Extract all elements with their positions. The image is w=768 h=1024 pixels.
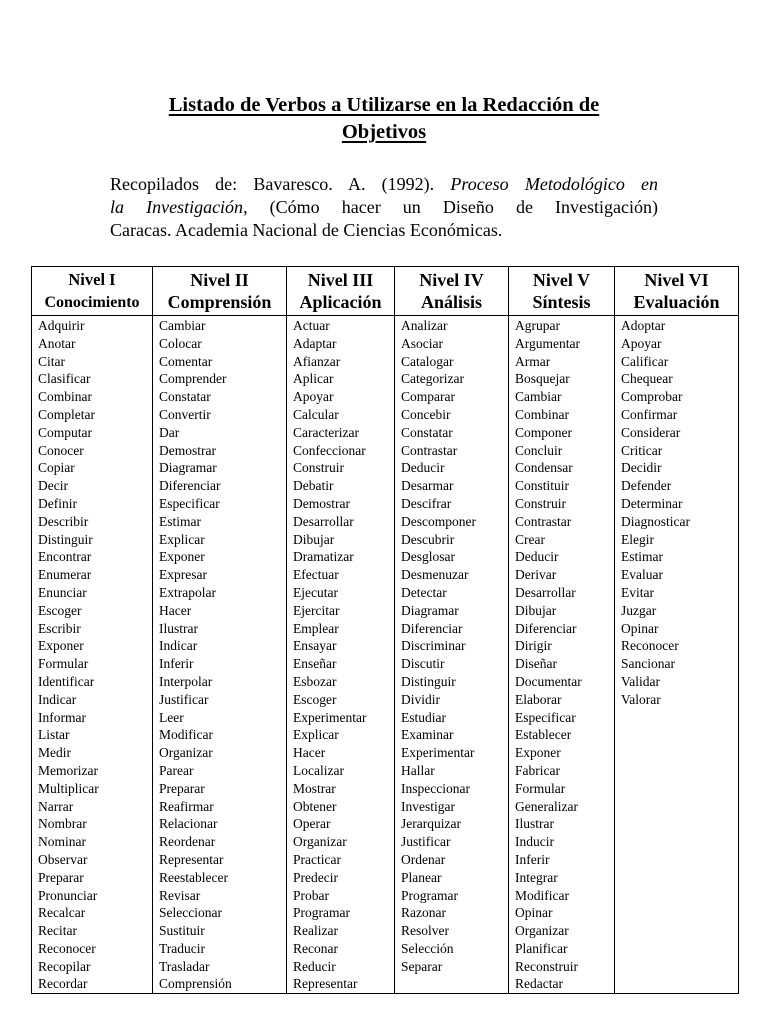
verb-item: Constituir <box>515 478 570 494</box>
title-line-2: Objetivos <box>341 121 427 143</box>
verb-item: Componer <box>515 424 572 440</box>
verb-item: Diagnosticar <box>621 513 690 529</box>
verb-item: Validar <box>621 673 660 689</box>
verb-item: Exponer <box>38 638 84 654</box>
verb-item: Derivar <box>515 567 557 583</box>
verb-item: Apoyar <box>621 335 662 351</box>
verb-item: Ejercitar <box>293 602 340 618</box>
verb-item: Explicar <box>159 531 205 547</box>
verb-item: Representar <box>293 976 358 992</box>
verb-item: Predecir <box>293 869 338 885</box>
verb-item: Redactar <box>515 976 563 992</box>
verb-item: Nombrar <box>38 816 87 832</box>
verb-item: Diferenciar <box>401 620 463 636</box>
document-title <box>100 92 668 146</box>
level-label: Nivel V <box>532 269 591 290</box>
verb-item: Copiar <box>38 460 75 476</box>
verb-item: Memorizar <box>38 762 98 778</box>
verb-item: Ilustrar <box>159 620 198 636</box>
verb-item: Conocer <box>38 442 84 458</box>
verb-item: Reconar <box>293 940 338 956</box>
verb-item: Medir <box>38 745 71 761</box>
verb-item: Condensar <box>515 460 573 476</box>
level-name: Comprensión <box>167 291 272 312</box>
verb-item: Contrastar <box>515 513 572 529</box>
verb-item: Dividir <box>401 691 440 707</box>
verb-item: Determinar <box>621 495 683 511</box>
verb-item: Preparar <box>159 780 205 796</box>
verb-item: Escoger <box>293 691 337 707</box>
verb-item: Estimar <box>621 549 663 565</box>
verb-item: Obtener <box>293 798 337 814</box>
verb-item: Reordenar <box>159 834 216 850</box>
verb-item: Comprender <box>159 371 227 387</box>
verb-item: Realizar <box>293 923 338 939</box>
verb-item: Interpolar <box>159 673 213 689</box>
verb-item: Jerarquizar <box>401 816 461 832</box>
header-nivel-5 <box>509 267 615 316</box>
verb-item: Desarrollar <box>293 513 354 529</box>
verb-item: Separar <box>401 958 443 974</box>
level-name: Conocimiento <box>44 293 140 311</box>
verb-item: Recitar <box>38 923 77 939</box>
verb-item: Indicar <box>38 691 77 707</box>
verb-item: Argumentar <box>515 335 580 351</box>
verb-item: Reconocer <box>38 940 96 956</box>
verb-item: Inferir <box>159 656 194 672</box>
verb-item: Reestablecer <box>159 869 228 885</box>
verb-item: Desglosar <box>401 549 455 565</box>
verb-item: Razonar <box>401 905 446 921</box>
level-name: Análisis <box>420 291 483 312</box>
verb-item: Criticar <box>621 442 663 458</box>
verb-item: Caracterizar <box>293 424 359 440</box>
verb-item: Programar <box>401 887 458 903</box>
verb-item: Leer <box>159 709 184 725</box>
verb-item: Concluir <box>515 442 563 458</box>
verb-item: Justificar <box>401 834 451 850</box>
verb-item: Modificar <box>515 887 569 903</box>
verb-item: Observar <box>38 851 88 867</box>
verb-item: Formular <box>38 656 89 672</box>
title-line-1: Listado de Verbos a Utilizarse en la Redacción de <box>168 94 600 116</box>
verb-item: Armar <box>515 353 551 369</box>
verb-item: Describir <box>38 513 89 529</box>
citation-line-2 <box>110 196 658 219</box>
verb-item: Organizar <box>159 745 213 761</box>
verb-item: Dar <box>159 424 180 440</box>
verb-item: Mostrar <box>293 780 336 796</box>
verb-item: Especificar <box>515 709 576 725</box>
level-label: Nivel VI <box>644 269 709 290</box>
verb-item: Reafirmar <box>159 798 214 814</box>
verb-item: Sustituir <box>159 923 205 939</box>
verb-item: Ensayar <box>293 638 337 654</box>
verb-item: Confirmar <box>621 406 678 422</box>
level-label: Nivel II <box>190 269 249 290</box>
verb-item: Formular <box>515 780 566 796</box>
verb-item: Deducir <box>401 460 445 476</box>
header-nivel-6 <box>615 267 739 316</box>
verb-item: Especificar <box>159 495 220 511</box>
verb-item: Seleccionar <box>159 905 222 921</box>
verb-item: Convertir <box>159 406 211 422</box>
verb-item: Definir <box>38 495 77 511</box>
verb-item: Hacer <box>159 602 192 618</box>
verb-item: Programar <box>293 905 350 921</box>
verb-item: Probar <box>293 887 329 903</box>
verb-item: Distinguir <box>401 673 456 689</box>
verb-item: Desmenuzar <box>401 567 469 583</box>
verb-item: Elaborar <box>515 691 562 707</box>
verb-item: Construir <box>515 495 567 511</box>
table-header-row <box>32 267 739 316</box>
verb-item: Reconocer <box>621 638 679 654</box>
verb-item: Elegir <box>621 531 654 547</box>
verb-item: Demostrar <box>159 442 216 458</box>
verb-item: Estudiar <box>401 709 446 725</box>
verb-item: Recalcar <box>38 905 86 921</box>
verb-item: Ilustrar <box>515 816 554 832</box>
verb-item: Comprensión <box>159 976 232 992</box>
verb-item: Catalogar <box>401 353 454 369</box>
verb-item: Exponer <box>515 745 561 761</box>
verb-item: Descifrar <box>401 495 452 511</box>
verb-item: Representar <box>159 851 224 867</box>
verb-item: Resolver <box>401 923 449 939</box>
verb-item: Opinar <box>621 620 659 636</box>
verb-item: Construir <box>293 460 345 476</box>
verb-item: Investigar <box>401 798 455 814</box>
verb-item: Cambiar <box>515 389 562 405</box>
verb-item: Categorizar <box>401 371 464 387</box>
verb-item: Exponer <box>159 549 205 565</box>
verb-item: Practicar <box>293 851 341 867</box>
verb-item: Identificar <box>38 673 95 689</box>
verb-item: Comparar <box>401 389 455 405</box>
verb-item: Defender <box>621 478 672 494</box>
header-nivel-2 <box>153 267 287 316</box>
verb-item: Fabricar <box>515 762 560 778</box>
verb-item: Opinar <box>515 905 553 921</box>
verb-item: Diagramar <box>401 602 459 618</box>
verb-item: Ordenar <box>401 851 446 867</box>
verb-item: Hacer <box>293 745 326 761</box>
verb-item: Dirigir <box>515 638 552 654</box>
verb-item: Listar <box>38 727 70 743</box>
level-name: Síntesis <box>532 291 591 312</box>
verb-item: Bosquejar <box>515 371 570 387</box>
verb-item: Combinar <box>38 389 92 405</box>
verb-item: Actuar <box>293 318 330 333</box>
verb-item: Dibujar <box>515 602 557 618</box>
verb-item: Chequear <box>621 371 673 387</box>
verb-item: Apoyar <box>293 389 334 405</box>
verb-item: Descubrir <box>401 531 455 547</box>
verb-item: Clasificar <box>38 371 91 387</box>
verb-item: Selección <box>401 940 454 956</box>
verb-item: Trasladar <box>159 958 210 974</box>
verb-item: Enumerar <box>38 567 92 583</box>
header-nivel-4 <box>395 267 509 316</box>
verb-item: Narrar <box>38 798 74 814</box>
verb-item: Cambiar <box>159 318 206 333</box>
verb-item: Evaluar <box>621 567 663 583</box>
level-label: Nivel I <box>68 269 116 289</box>
verb-item: Traducir <box>159 940 205 956</box>
verb-item: Indicar <box>159 638 198 654</box>
verb-item: Organizar <box>515 923 569 939</box>
verbs-column-nivel-1 <box>32 316 153 994</box>
verb-item: Expresar <box>159 567 207 583</box>
verb-item: Colocar <box>159 335 202 351</box>
citation-prefix: Recopilados de: Bavaresco. A. (1992). <box>110 174 435 194</box>
verb-item: Calificar <box>621 353 669 369</box>
verb-item: Desarmar <box>401 478 454 494</box>
verb-item: Reconstruir <box>515 958 578 974</box>
level-label: Nivel IV <box>419 269 484 290</box>
verb-item: Hallar <box>401 762 435 778</box>
verb-item: Establecer <box>515 727 572 743</box>
verb-item: Citar <box>38 353 65 369</box>
verb-item: Experimentar <box>401 745 475 761</box>
verb-item: Efectuar <box>293 567 339 583</box>
verb-item: Discutir <box>401 656 445 672</box>
verb-item: Escribir <box>38 620 81 636</box>
citation-line-3: Caracas. Academia Nacional de Ciencias Económicas. <box>110 220 503 240</box>
verb-item: Constatar <box>401 424 453 440</box>
verb-item: Inferir <box>515 851 550 867</box>
level-label: Nivel III <box>307 269 374 290</box>
verb-item: Completar <box>38 406 95 422</box>
header-nivel-1 <box>32 267 153 316</box>
verb-item: Operar <box>293 816 331 832</box>
verb-item: Recordar <box>38 976 88 992</box>
verb-item: Emplear <box>293 620 339 636</box>
verb-item: Computar <box>38 424 92 440</box>
verb-item: Considerar <box>621 424 681 440</box>
header-nivel-3 <box>287 267 395 316</box>
verb-item: Agrupar <box>515 318 560 333</box>
verb-item: Decir <box>38 478 68 494</box>
source-citation <box>110 173 658 242</box>
verb-item: Justificar <box>159 691 209 707</box>
verb-item: Adquirir <box>38 318 85 333</box>
verb-item: Inspeccionar <box>401 780 470 796</box>
verb-item: Pronunciar <box>38 887 98 903</box>
verb-item: Localizar <box>293 762 344 778</box>
verb-item: Asociar <box>401 335 443 351</box>
verb-item: Dibujar <box>293 531 335 547</box>
verb-item: Sancionar <box>621 656 675 672</box>
verb-item: Enseñar <box>293 656 337 672</box>
verb-item: Examinar <box>401 727 454 743</box>
verbs-column-nivel-2 <box>153 316 287 994</box>
verb-item: Nominar <box>38 834 86 850</box>
verb-item: Comprobar <box>621 389 683 405</box>
verb-item: Extrapolar <box>159 584 216 600</box>
verb-item: Estimar <box>159 513 201 529</box>
verb-item: Concebir <box>401 406 451 422</box>
verb-item: Planificar <box>515 940 568 956</box>
verb-item: Calcular <box>293 406 339 422</box>
verb-item: Deducir <box>515 549 559 565</box>
verb-item: Documentar <box>515 673 582 689</box>
verb-item: Detectar <box>401 584 447 600</box>
verb-item: Recopilar <box>38 958 91 974</box>
verb-item: Parear <box>159 762 194 778</box>
verb-item: Esbozar <box>293 673 337 689</box>
verb-item: Relacionar <box>159 816 218 832</box>
verb-item: Combinar <box>515 406 569 422</box>
verbs-table <box>31 266 739 994</box>
level-name: Evaluación <box>633 291 720 312</box>
verb-item: Revisar <box>159 887 201 903</box>
verb-item: Adaptar <box>293 335 337 351</box>
verb-item: Debatir <box>293 478 334 494</box>
verb-item: Adoptar <box>621 318 666 333</box>
citation-book-title-part2: la Investigación <box>110 197 244 217</box>
verbs-column-nivel-3 <box>287 316 395 994</box>
verb-item: Demostrar <box>293 495 350 511</box>
verb-item: Decidir <box>621 460 662 476</box>
citation-line-1 <box>110 173 658 196</box>
verb-item: Confeccionar <box>293 442 366 458</box>
verb-item: Discriminar <box>401 638 466 654</box>
verbs-column-nivel-5 <box>509 316 615 994</box>
verb-item: Reducir <box>293 958 336 974</box>
verb-item: Comentar <box>159 353 213 369</box>
verb-item: Dramatizar <box>293 549 354 565</box>
verb-item: Inducir <box>515 834 554 850</box>
verb-item: Planear <box>401 869 442 885</box>
verb-item: Distinguir <box>38 531 93 547</box>
verb-item: Diseñar <box>515 656 557 672</box>
verb-item: Generalizar <box>515 798 578 814</box>
verb-item: Contrastar <box>401 442 458 458</box>
verb-item: Enunciar <box>38 584 87 600</box>
verb-item: Experimentar <box>293 709 367 725</box>
level-name: Aplicación <box>299 291 382 312</box>
citation-book-title-part1: Proceso Metodológico en <box>450 174 659 194</box>
verb-item: Organizar <box>293 834 347 850</box>
verb-item: Diferenciar <box>515 620 577 636</box>
verb-item: Descomponer <box>401 513 476 529</box>
verbs-column-nivel-4 <box>395 316 509 994</box>
verb-item: Preparar <box>38 869 84 885</box>
verb-item: Modificar <box>159 727 213 743</box>
verb-item: Informar <box>38 709 86 725</box>
verbs-column-nivel-6 <box>615 316 739 994</box>
verb-item: Diagramar <box>159 460 217 476</box>
verb-item: Ejecutar <box>293 584 338 600</box>
verb-item: Diferenciar <box>159 478 221 494</box>
verb-item: Valorar <box>621 691 661 707</box>
citation-subtitle: , (Cómo hacer un Diseño de Investigación) <box>243 197 658 217</box>
verb-item: Explicar <box>293 727 339 743</box>
verb-item: Anotar <box>38 335 76 351</box>
verb-item: Analizar <box>401 318 448 333</box>
verb-item: Juzgar <box>621 602 657 618</box>
verb-item: Afianzar <box>293 353 341 369</box>
verb-item: Constatar <box>159 389 211 405</box>
verb-item: Evitar <box>621 584 654 600</box>
verb-item: Aplicar <box>293 371 334 387</box>
verb-item: Encontrar <box>38 549 92 565</box>
verb-item: Crear <box>515 531 545 547</box>
verb-item: Desarrollar <box>515 584 576 600</box>
verb-item: Multiplicar <box>38 780 99 796</box>
verb-item: Integrar <box>515 869 558 885</box>
table-body-row <box>32 316 739 994</box>
verb-item: Escoger <box>38 602 82 618</box>
